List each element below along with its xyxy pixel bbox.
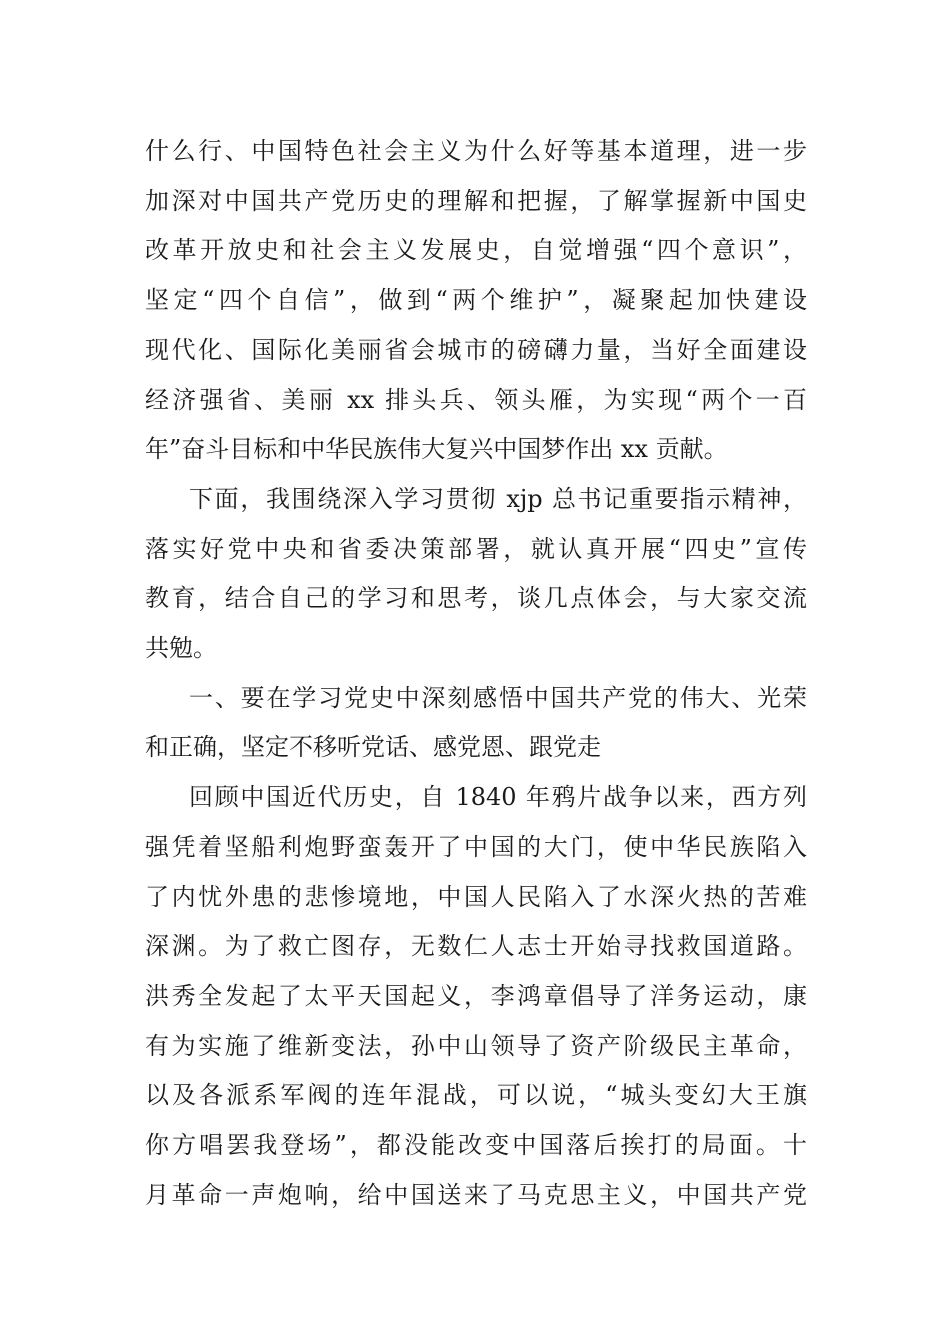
text-line: 月革命一声炮响，给中国送来了马克思主义，中国共产党: [145, 1180, 807, 1209]
text-line: 强凭着坚船利炮野蛮轰开了中国的大门，使中华民族陷入: [145, 832, 807, 861]
text-line: 和正确，坚定不移听党话、感党恩、跟党走: [145, 733, 601, 762]
text-line: 坚定“四个自信”，做到“两个维护”，凝聚起加快建设: [145, 286, 807, 315]
text-line: 加深对中国共产党历史的理解和把握，了解掌握新中国史: [145, 186, 807, 215]
paragraph-2: [145, 475, 807, 674]
text-line: 落实好党中央和省委决策部署，就认真开展“四史”宣传: [145, 534, 807, 563]
paragraph-3: [145, 773, 807, 1220]
paragraph-1: [145, 127, 807, 475]
text-line: 经济强省、美丽 xx 排头兵、领头雁，为实现“两个一百: [145, 385, 807, 414]
text-line: 现代化、国际化美丽省会城市的磅礴力量，当好全面建设: [145, 335, 807, 364]
text-line: 洪秀全发起了太平天国起义，李鸿章倡导了洋务运动，康: [145, 981, 807, 1010]
text-line: 什么行、中国特色社会主义为什么好等基本道理，进一步: [145, 137, 807, 165]
text-line: 你方唱罢我登场”，都没能改变中国落后挨打的局面。十: [145, 1131, 807, 1160]
document-body: [145, 127, 807, 1220]
text-line: 回顾中国近代历史，自 1840 年鸦片战争以来，西方列: [189, 783, 807, 812]
text-line: 深渊。为了救亡图存，无数仁人志士开始寻找救国道路。: [145, 932, 807, 961]
text-line: 一、要在学习党史中深刻感悟中国共产党的伟大、光荣: [189, 683, 807, 712]
text-line: 年”奋斗目标和中华民族伟大复兴中国梦作出 xx 贡献。: [145, 435, 728, 464]
text-line: 教育，结合自己的学习和思考，谈几点体会，与大家交流: [145, 584, 807, 613]
section-heading-1: [145, 674, 807, 773]
text-line: 以及各派系军阀的连年混战，可以说，“城头变幻大王旗: [145, 1081, 807, 1110]
text-line: 改革开放史和社会主义发展史，自觉增强“四个意识”，: [145, 236, 807, 265]
text-line: 了内忧外患的悲惨境地，中国人民陷入了水深火热的苦难: [145, 882, 807, 911]
text-line: 共勉。: [145, 634, 217, 663]
text-line: 下面，我围绕深入学习贯彻 xjp 总书记重要指示精神，: [189, 484, 807, 513]
text-line: 有为实施了维新变法，孙中山领导了资产阶级民主革命，: [145, 1031, 807, 1060]
